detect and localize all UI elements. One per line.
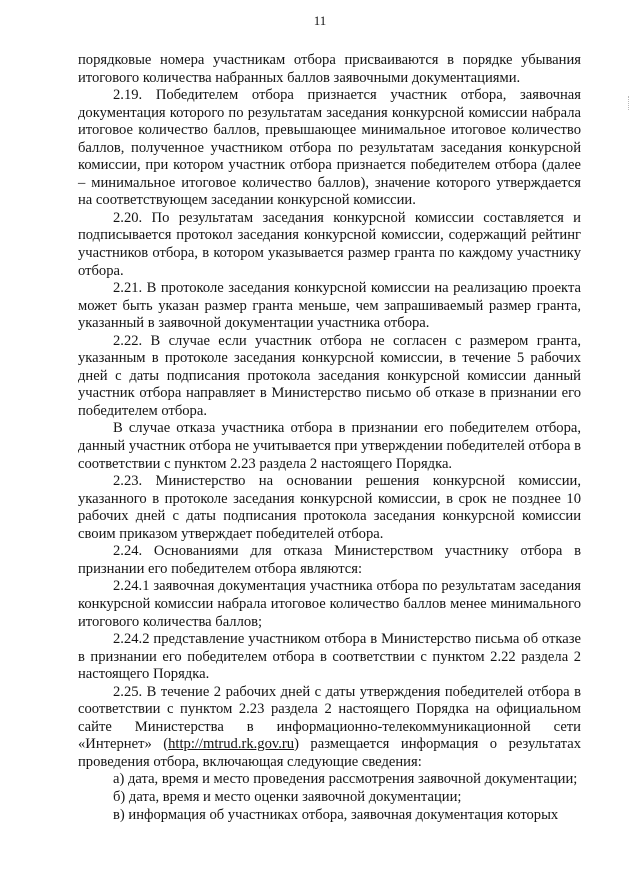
paragraph-2-25-text-start: 2.25. В течение 2 рабочих дней с даты утверждения победителей отбора в соответствии с пунктом 2.23 раздела 2 настоящего Порядка на официальном сайте Министерства в информационно-телекоммуникационной сети «Интернет» ( (78, 683, 581, 753)
paragraph-2-24: 2.24. Основаниями для отказа Министерством участнику отбора в признании его победителем отбора являются: (78, 543, 581, 577)
ministry-website-link[interactable]: http://mtrud.rk.gov.ru (168, 736, 295, 753)
paragraph-2-19: 2.19. Победителем отбора признается участник отбора, заявочная документация которого по результатам заседания конкурсной комиссии набрала итоговое количество баллов, превышающее минимальное итоговое количество баллов, полученное участником отбора по результатам заседания конкурсной комиссии, при котором участник отбора признается победителем отбора (далее – минимальное итоговое количество баллов), значение которого утверждается на соответствующем заседании конкурсной комиссии. (78, 87, 581, 209)
paragraph-2-23: 2.23. Министерство на основании решения конкурсной комиссии, указанного в протоколе заседания конкурсной комиссии, в срок не позднее 10 рабочих дней с даты подписания протокола заседания конкурсной комиссии своим приказом утверждает победителей отбора. (78, 473, 581, 542)
paragraph-2-21: 2.21. В протоколе заседания конкурсной комиссии на реализацию проекта может быть указан размер гранта меньше, чем запрашиваемый размер гранта, указанный в заявочной документации участника отбора. (78, 280, 581, 332)
list-item-v: в) информация об участниках отбора, заявочная документация которых (113, 806, 559, 823)
list-item-b: б) дата, время и место оценки заявочной документации; (113, 788, 462, 805)
paragraph-refusal-case: В случае отказа участника отбора в признании его победителем отбора, данный участник отбора не учитывается при утверждении победителей отбора в соответствии с пунктом 2.23 раздела 2 настоящего Порядка. (78, 420, 581, 472)
paragraph-2-25-text-end: ) размещается информация о результатах проведения отбора, включающая следующие сведения: (78, 736, 581, 770)
paragraph-2-25 (78, 684, 581, 772)
page-number: 11 (313, 13, 327, 28)
paragraph-continuation: порядковые номера участникам отбора присваиваются в порядке убывания итогового количества набранных баллов заявочными документациями. (78, 52, 581, 86)
paragraph-2-20: 2.20. По результатам заседания конкурсной комиссии составляется и подписывается протокол заседания конкурсной комиссии, содержащий рейтинг участников отбора, в котором указывается размер гранта по каждому участнику отбора. (78, 209, 581, 279)
document-body (78, 52, 581, 824)
margin-scan-mark (628, 96, 633, 110)
paragraph-2-22: 2.22. В случае если участник отбора не согласен с размером гранта, указанным в протоколе заседания конкурсной комиссии, в течение 5 рабочих дней с даты подписания протокола заседания конкурсной комиссии данный участник отбора направляет в Министерство письмо об отказе в признании его победителем отбора. (78, 332, 581, 419)
paragraph-2-24-2: 2.24.2 представление участником отбора в Министерство письма об отказе в признании его победителем отбора в соответствии с пунктом 2.22 раздела 2 настоящего Порядка. (78, 631, 581, 683)
paragraph-2-24-1: 2.24.1 заявочная документация участника отбора по результатам заседания конкурсной комиссии набрала итоговое количество баллов менее минимального итогового количества баллов; (78, 578, 581, 630)
list-item-a: а) дата, время и место проведения рассмотрения заявочной документации; (113, 771, 578, 788)
